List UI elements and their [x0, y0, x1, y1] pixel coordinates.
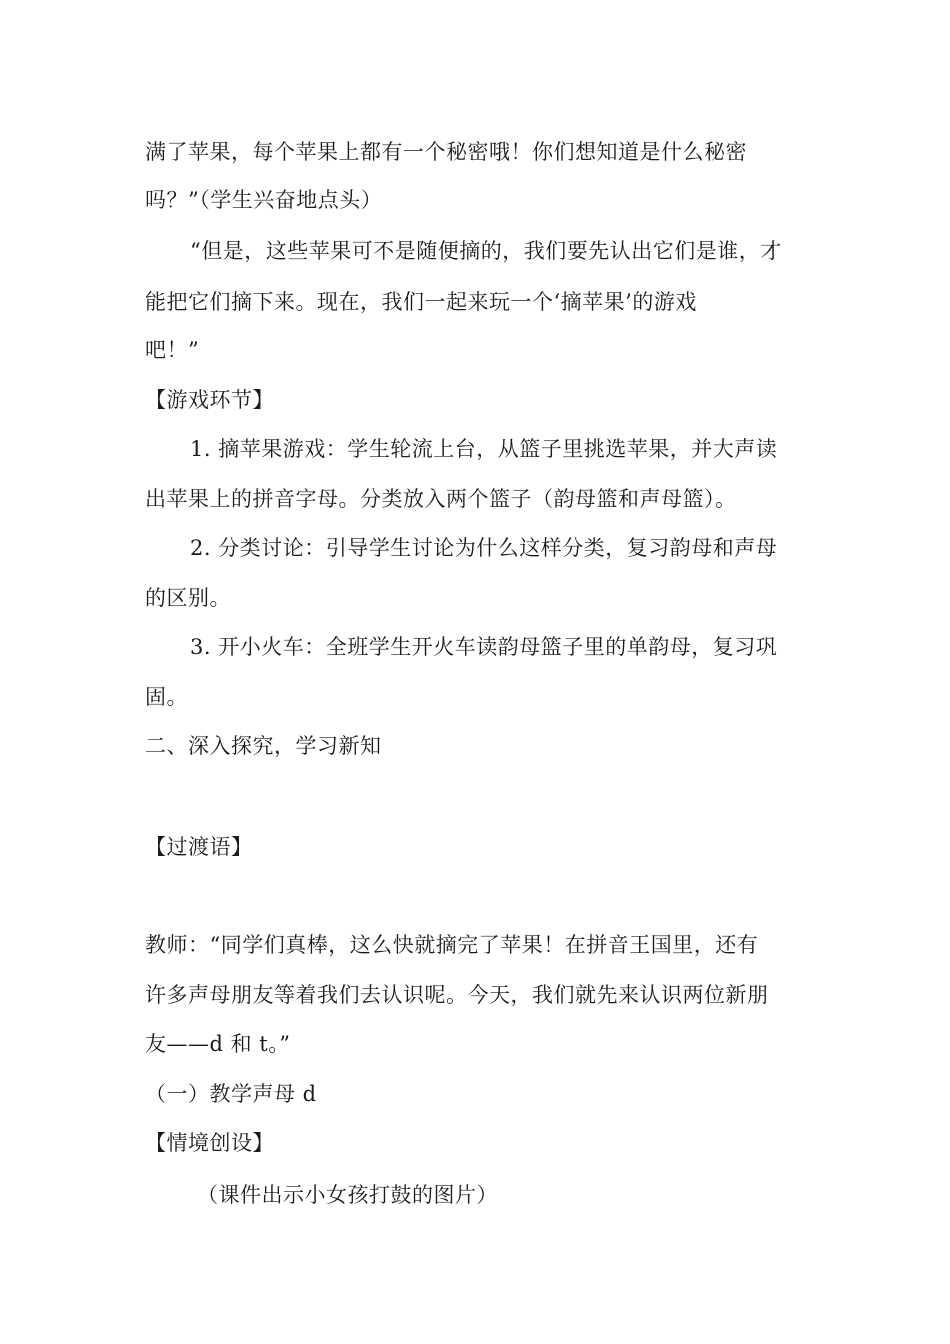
- list-item: 2. 分类讨论：引导学生讨论为什么这样分类，复习韵母和声母: [190, 536, 778, 560]
- paragraph-line: 教师：“同学们真棒，这么快就摘完了苹果！在拼音王国里，还有: [145, 933, 759, 957]
- section-heading: 【过渡语】: [145, 835, 253, 859]
- section-heading: 【情境创设】: [145, 1131, 274, 1155]
- paragraph-line: 出苹果上的拼音字母。分类放入两个篮子（韵母篮和声母篮）。: [145, 487, 737, 511]
- paragraph-line: “但是，这些苹果可不是随便摘的，我们要先认出它们是谁，才: [190, 239, 782, 263]
- paragraph-line: 吗？”（学生兴奋地点头）: [145, 188, 383, 212]
- paragraph-line: 友——d 和 t。”: [145, 1032, 291, 1056]
- subsection-title: （一）教学声母 d: [145, 1082, 317, 1106]
- paragraph-line: 满了苹果，每个苹果上都有一个秘密哦！你们想知道是什么秘密: [145, 140, 747, 164]
- paragraph-line: （课件出示小女孩打鼓的图片）: [197, 1183, 498, 1207]
- paragraph-line: 许多声母朋友等着我们去认识呢。今天，我们就先来认识两位新朋: [145, 983, 769, 1007]
- paragraph-line: 吧！”: [145, 338, 200, 362]
- list-item: 1. 摘苹果游戏：学生轮流上台，从篮子里挑选苹果，并大声读: [190, 437, 778, 461]
- section-title: 二、深入探究，学习新知: [145, 734, 382, 758]
- paragraph-line: 能把它们摘下来。现在，我们一起来玩一个‘摘苹果’的游戏: [145, 290, 697, 314]
- paragraph-line: 的区别。: [145, 586, 231, 610]
- list-item: 3. 开小火车：全班学生开火车读韵母篮子里的单韵母，复习巩: [190, 635, 778, 659]
- paragraph-line: 固。: [145, 685, 188, 709]
- section-heading: 【游戏环节】: [145, 388, 274, 412]
